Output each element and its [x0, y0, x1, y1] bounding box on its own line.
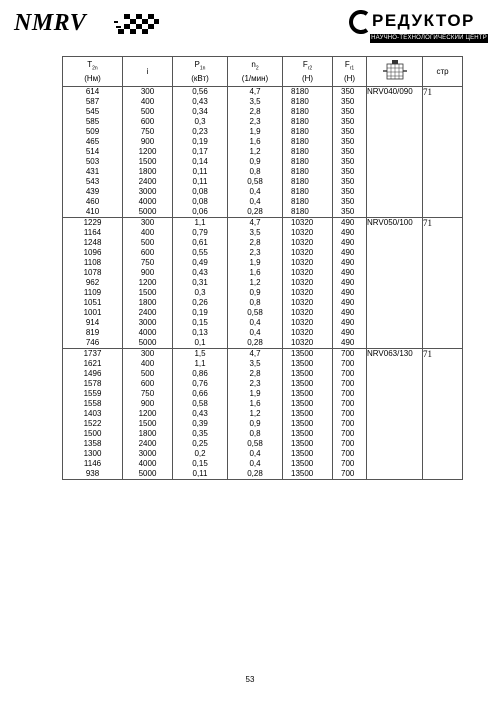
cell-fr1: 700 [341, 359, 355, 368]
cell-p1n: 0,23 [192, 127, 208, 136]
cell-fr2: 13500 [291, 409, 314, 418]
col-header-fr2: $F_{r2}$ (Н) [283, 57, 333, 87]
cell-fr1: 490 [341, 288, 355, 297]
cell-n2: 0,28 [247, 207, 263, 216]
cell-p1n: 0,15 [192, 459, 208, 468]
cell-fr2: 8180 [291, 137, 309, 146]
brand-title: NMRV [14, 10, 87, 36]
page-header [0, 0, 500, 48]
col-fr1-values [333, 87, 367, 218]
cell-ratio: 300 [140, 87, 155, 96]
cell-fr1: 700 [341, 429, 355, 438]
cell-ratio: 900 [140, 268, 155, 277]
reduktor-logo [348, 10, 488, 44]
cell-p1n: 1,1 [194, 359, 206, 368]
cell-n2: 1,2 [249, 147, 261, 156]
cell-ratio: 5000 [138, 469, 157, 478]
cell-fr2: 10320 [291, 268, 314, 277]
cell-fr1: 700 [341, 409, 355, 418]
cell-ratio: 400 [140, 228, 155, 237]
cell-p1n: 0,15 [192, 318, 208, 327]
cell-n2: 0,4 [249, 187, 261, 196]
cell-fr2: 8180 [291, 167, 309, 176]
cell-ratio: 750 [140, 389, 155, 398]
col-p1n-values [173, 87, 228, 218]
cell-n2: 2,3 [249, 379, 261, 388]
cell-n2: 0,8 [249, 167, 261, 176]
cell-t2n: 1146 [83, 459, 102, 468]
cell-t2n: 503 [85, 157, 100, 166]
cell-p1n: 0,43 [192, 97, 208, 106]
gearbox-model: NRV050/100 [367, 218, 423, 349]
cell-n2: 0,4 [249, 328, 261, 337]
cell-p1n: 0,55 [192, 248, 208, 257]
cell-fr2: 10320 [291, 288, 314, 297]
cell-fr1: 350 [341, 197, 355, 206]
cell-t2n: 1300 [83, 449, 102, 458]
cell-t2n: 614 [85, 87, 100, 96]
cell-t2n: 585 [85, 117, 100, 126]
cell-fr2: 10320 [291, 338, 314, 347]
cell-t2n: 914 [85, 318, 100, 327]
cell-p1n: 1,5 [194, 349, 206, 358]
cell-n2: 0,8 [249, 429, 261, 438]
cell-ratio: 2400 [138, 177, 157, 186]
col-fr2-values [283, 87, 333, 218]
cell-p1n: 0,17 [192, 147, 208, 156]
cell-p1n: 0,35 [192, 429, 208, 438]
cell-fr2: 13500 [291, 349, 314, 358]
cell-fr1: 350 [341, 117, 355, 126]
cell-ratio: 900 [140, 399, 155, 408]
cell-ratio: 1200 [138, 147, 157, 156]
cell-p1n: 0,08 [192, 187, 208, 196]
cell-fr1: 700 [341, 449, 355, 458]
cell-p1n: 0,08 [192, 197, 208, 206]
col-fr1-values [333, 349, 367, 480]
cell-fr2: 13500 [291, 389, 314, 398]
cell-fr1: 350 [341, 177, 355, 186]
col-p1n-values [173, 218, 228, 349]
col-header-p1n: $P_{1n}$ (кВт) [173, 57, 228, 87]
cell-fr1: 490 [341, 318, 355, 327]
cell-p1n: 0,34 [192, 107, 208, 116]
cell-ratio: 1500 [138, 419, 157, 428]
cell-ratio: 2400 [138, 439, 157, 448]
cell-t2n: 1108 [83, 258, 102, 267]
cell-t2n: 1558 [83, 399, 102, 408]
cell-p1n: 0,58 [192, 399, 208, 408]
cell-fr2: 8180 [291, 107, 309, 116]
cell-fr2: 10320 [291, 308, 314, 317]
cell-fr1: 490 [341, 258, 355, 267]
cell-t2n: 460 [85, 197, 100, 206]
cell-t2n: 819 [85, 328, 100, 337]
cell-fr2: 13500 [291, 439, 314, 448]
cell-fr2: 10320 [291, 218, 314, 227]
cell-ratio: 1800 [138, 167, 157, 176]
cell-p1n: 0,79 [192, 228, 208, 237]
cell-t2n: 514 [85, 147, 100, 156]
cell-n2: 4,7 [249, 87, 261, 96]
cell-t2n: 1078 [83, 268, 102, 277]
cell-t2n: 1621 [83, 359, 102, 368]
page-number: 53 [245, 675, 255, 684]
cell-p1n: 0,11 [192, 469, 208, 478]
col-fr1-values [333, 218, 367, 349]
cell-n2: 0,9 [249, 419, 261, 428]
cell-ratio: 1800 [138, 429, 157, 438]
cell-p1n: 0,56 [192, 87, 208, 96]
cell-n2: 1,2 [249, 409, 261, 418]
logo-subtitle: НАУЧНО-ТЕХНОЛОГИЧЕСКИЙ ЦЕНТР [371, 35, 487, 41]
cell-fr1: 350 [341, 207, 355, 216]
cell-ratio: 400 [140, 97, 155, 106]
cell-fr2: 13500 [291, 399, 314, 408]
col-ratio-values [123, 87, 173, 218]
cell-t2n: 410 [85, 207, 100, 216]
cell-fr2: 13500 [291, 359, 314, 368]
cell-t2n: 1500 [83, 429, 102, 438]
cell-fr2: 8180 [291, 157, 309, 166]
cell-p1n: 0,25 [192, 439, 208, 448]
cell-fr2: 13500 [291, 379, 314, 388]
table-header-row [63, 57, 463, 87]
cell-t2n: 1164 [83, 228, 102, 237]
cell-n2: 0,58 [247, 439, 263, 448]
cell-n2: 0,58 [247, 308, 263, 317]
cell-fr2: 8180 [291, 197, 309, 206]
cell-t2n: 465 [85, 137, 100, 146]
col-t2n-values [63, 87, 123, 218]
cell-fr2: 8180 [291, 87, 309, 96]
logo-word: РЕДУКТОР [372, 11, 475, 30]
cell-fr1: 350 [341, 147, 355, 156]
gearbox-drawing-icon [382, 59, 408, 83]
cell-n2: 3,5 [249, 97, 261, 106]
cell-p1n: 0,31 [192, 278, 208, 287]
cell-n2: 4,7 [249, 349, 261, 358]
col-ratio-values [123, 349, 173, 480]
cell-t2n: 1559 [83, 389, 102, 398]
cell-fr2: 8180 [291, 177, 309, 186]
cell-n2: 2,3 [249, 248, 261, 257]
cell-fr2: 13500 [291, 369, 314, 378]
cell-ratio: 1200 [138, 409, 157, 418]
gearbox-spec-table [62, 56, 463, 480]
cell-ratio: 500 [140, 238, 155, 247]
cell-p1n: 0,13 [192, 328, 208, 337]
cell-n2: 3,5 [249, 359, 261, 368]
cell-p1n: 0,26 [192, 298, 208, 307]
cell-fr2: 10320 [291, 238, 314, 247]
cell-fr2: 10320 [291, 258, 314, 267]
cell-fr2: 8180 [291, 127, 309, 136]
cell-t2n: 543 [85, 177, 100, 186]
logo-c-icon [348, 10, 370, 34]
cell-fr1: 490 [341, 338, 355, 347]
cell-ratio: 5000 [138, 207, 157, 216]
cell-p1n: 0,66 [192, 389, 208, 398]
cell-fr1: 350 [341, 87, 355, 96]
cell-fr2: 10320 [291, 278, 314, 287]
checkered-flag-icon [114, 12, 170, 38]
cell-p1n: 0,11 [192, 167, 208, 176]
cell-fr2: 13500 [291, 449, 314, 458]
cell-fr2: 10320 [291, 318, 314, 327]
cell-ratio: 1200 [138, 278, 157, 287]
cell-t2n: 1001 [83, 308, 102, 317]
cell-t2n: 509 [85, 127, 100, 136]
col-header-n2: $n_2$ (1/мин) [228, 57, 283, 87]
cell-ratio: 600 [140, 117, 155, 126]
cell-ratio: 3000 [138, 187, 157, 196]
cell-fr1: 350 [341, 137, 355, 146]
cell-fr1: 490 [341, 228, 355, 237]
cell-n2: 0,9 [249, 157, 261, 166]
cell-n2: 1,9 [249, 389, 261, 398]
cell-ratio: 4000 [138, 197, 157, 206]
cell-fr1: 700 [341, 369, 355, 378]
col-n2-values [228, 218, 283, 349]
cell-t2n: 431 [85, 167, 100, 176]
cell-p1n: 0,43 [192, 268, 208, 277]
cell-fr2: 13500 [291, 469, 314, 478]
cell-ratio: 4000 [138, 459, 157, 468]
catalog-page-ref: 71 [423, 87, 463, 218]
cell-p1n: 0,49 [192, 258, 208, 267]
cell-p1n: 0,19 [192, 137, 208, 146]
cell-t2n: 1051 [83, 298, 102, 307]
cell-n2: 2,3 [249, 117, 261, 126]
cell-fr1: 700 [341, 379, 355, 388]
cell-n2: 2,8 [249, 238, 261, 247]
cell-n2: 1,9 [249, 127, 261, 136]
cell-fr1: 490 [341, 268, 355, 277]
cell-ratio: 500 [140, 369, 155, 378]
cell-t2n: 1096 [83, 248, 102, 257]
cell-ratio: 600 [140, 379, 155, 388]
cell-p1n: 0,61 [192, 238, 208, 247]
cell-p1n: 0,2 [194, 449, 206, 458]
cell-p1n: 0,1 [194, 338, 206, 347]
cell-p1n: 0,43 [192, 409, 208, 418]
cell-t2n: 1358 [83, 439, 102, 448]
cell-fr1: 700 [341, 419, 355, 428]
cell-fr2: 8180 [291, 187, 309, 196]
cell-t2n: 1403 [83, 409, 102, 418]
cell-fr1: 490 [341, 298, 355, 307]
cell-n2: 0,4 [249, 197, 261, 206]
col-t2n-values [63, 218, 123, 349]
cell-t2n: 1496 [83, 369, 102, 378]
cell-ratio: 750 [140, 127, 155, 136]
cell-t2n: 1229 [83, 218, 102, 227]
cell-n2: 3,5 [249, 228, 261, 237]
cell-fr1: 490 [341, 248, 355, 257]
cell-p1n: 0,76 [192, 379, 208, 388]
cell-p1n: 0,19 [192, 308, 208, 317]
cell-fr1: 700 [341, 399, 355, 408]
cell-ratio: 300 [140, 218, 155, 227]
cell-ratio: 3000 [138, 318, 157, 327]
cell-ratio: 2400 [138, 308, 157, 317]
col-header-ratio: i [123, 57, 173, 87]
cell-n2: 1,2 [249, 278, 261, 287]
cell-p1n: 0,14 [192, 157, 208, 166]
cell-n2: 0,58 [247, 177, 263, 186]
cell-fr1: 490 [341, 328, 355, 337]
cell-n2: 2,8 [249, 107, 261, 116]
cell-ratio: 3000 [138, 449, 157, 458]
cell-fr2: 10320 [291, 298, 314, 307]
cell-p1n: 0,86 [192, 369, 208, 378]
cell-fr1: 490 [341, 308, 355, 317]
cell-fr1: 350 [341, 107, 355, 116]
cell-ratio: 1500 [138, 288, 157, 297]
cell-fr1: 350 [341, 97, 355, 106]
cell-p1n: 0,3 [194, 288, 206, 297]
cell-t2n: 1737 [83, 349, 102, 358]
gearbox-group-row [63, 87, 463, 218]
cell-fr2: 10320 [291, 228, 314, 237]
cell-fr1: 700 [341, 349, 355, 358]
cell-n2: 1,6 [249, 268, 261, 277]
cell-t2n: 1109 [83, 288, 102, 297]
gearbox-model: NRV063/130 [367, 349, 423, 480]
cell-fr2: 13500 [291, 459, 314, 468]
gearbox-group-row [63, 218, 463, 349]
cell-ratio: 400 [140, 359, 155, 368]
cell-fr2: 10320 [291, 248, 314, 257]
cell-n2: 0,8 [249, 298, 261, 307]
cell-p1n: 0,11 [192, 177, 208, 186]
col-p1n-values [173, 349, 228, 480]
cell-fr2: 8180 [291, 97, 309, 106]
cell-ratio: 1800 [138, 298, 157, 307]
col-header-fr1: $F_{r1}$ (Н) [333, 57, 367, 87]
cell-t2n: 938 [85, 469, 100, 478]
cell-fr1: 700 [341, 439, 355, 448]
cell-ratio: 750 [140, 258, 155, 267]
cell-n2: 1,9 [249, 258, 261, 267]
gearbox-group-row [63, 349, 463, 480]
cell-fr2: 10320 [291, 328, 314, 337]
cell-p1n: 0,39 [192, 419, 208, 428]
cell-fr1: 350 [341, 187, 355, 196]
catalog-page-ref: 71 [423, 218, 463, 349]
cell-ratio: 600 [140, 248, 155, 257]
cell-fr1: 700 [341, 469, 355, 478]
cell-fr1: 700 [341, 459, 355, 468]
cell-t2n: 439 [85, 187, 100, 196]
cell-t2n: 746 [85, 338, 100, 347]
col-n2-values [228, 349, 283, 480]
col-fr2-values [283, 349, 333, 480]
cell-fr1: 700 [341, 389, 355, 398]
catalog-page-ref: 71 [423, 349, 463, 480]
gearbox-model: NRV040/090 [367, 87, 423, 218]
col-header-t2n: $T_{2n}$ (Нм) [63, 57, 123, 87]
cell-p1n: 0,3 [194, 117, 206, 126]
cell-ratio: 900 [140, 137, 155, 146]
cell-n2: 0,4 [249, 318, 261, 327]
cell-fr1: 350 [341, 157, 355, 166]
cell-fr2: 8180 [291, 207, 309, 216]
cell-ratio: 4000 [138, 328, 157, 337]
cell-ratio: 1500 [138, 157, 157, 166]
col-fr2-values [283, 218, 333, 349]
cell-n2: 1,6 [249, 399, 261, 408]
col-header-page: стр [423, 57, 463, 87]
cell-fr2: 8180 [291, 117, 309, 126]
cell-t2n: 1248 [83, 238, 102, 247]
cell-fr1: 490 [341, 278, 355, 287]
cell-n2: 0,28 [247, 338, 263, 347]
cell-fr2: 13500 [291, 419, 314, 428]
cell-n2: 0,4 [249, 459, 261, 468]
cell-fr1: 490 [341, 218, 355, 227]
col-header-gearbox-icon [367, 57, 423, 87]
cell-t2n: 962 [85, 278, 100, 287]
cell-n2: 2,8 [249, 369, 261, 378]
cell-p1n: 0,06 [192, 207, 208, 216]
cell-fr2: 13500 [291, 429, 314, 438]
cell-fr2: 8180 [291, 147, 309, 156]
cell-fr1: 350 [341, 167, 355, 176]
cell-ratio: 300 [140, 349, 155, 358]
col-t2n-values [63, 349, 123, 480]
cell-p1n: 1,1 [194, 218, 206, 227]
col-ratio-values [123, 218, 173, 349]
cell-fr1: 490 [341, 238, 355, 247]
col-n2-values [228, 87, 283, 218]
cell-t2n: 1578 [83, 379, 102, 388]
cell-n2: 0,9 [249, 288, 261, 297]
cell-ratio: 500 [140, 107, 155, 116]
cell-n2: 4,7 [249, 218, 261, 227]
cell-fr1: 350 [341, 127, 355, 136]
cell-n2: 0,4 [249, 449, 261, 458]
cell-t2n: 545 [85, 107, 100, 116]
cell-n2: 1,6 [249, 137, 261, 146]
cell-t2n: 587 [85, 97, 100, 106]
cell-ratio: 5000 [138, 338, 157, 347]
cell-n2: 0,28 [247, 469, 263, 478]
cell-t2n: 1522 [83, 419, 102, 428]
